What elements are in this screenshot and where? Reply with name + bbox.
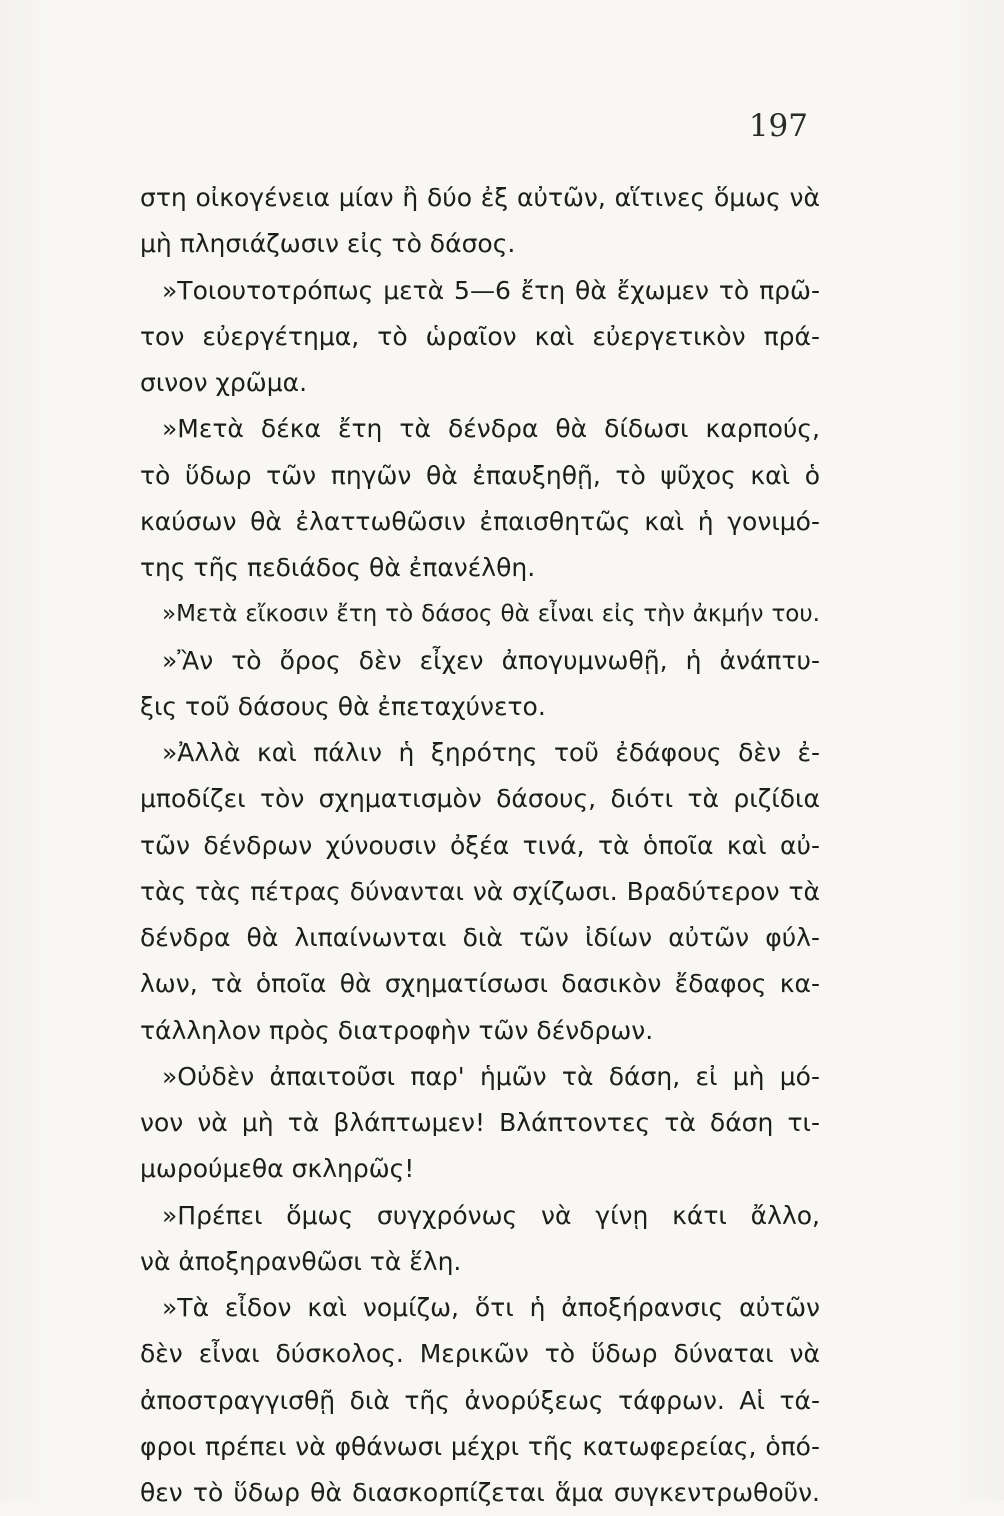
text-line: »Ἀλλὰ καὶ πάλιν ἡ ξηρότης τοῦ ἐδάφους δὲν ἐ-	[162, 738, 820, 767]
text-line: λων, τὰ ὁποῖα θὰ σχηματίσωσι δασικὸν ἔδαφος κα-	[140, 969, 820, 999]
body-text	[140, 175, 820, 1516]
text-line: »Ἂν τὸ ὄρος δὲν εἶχεν ἀπογυμνωθῇ, ἡ ἀνάπτυ-	[162, 645, 820, 675]
text-line: νον νὰ μὴ τὰ βλάπτωμεν! Βλάπτοντες τὰ δάση τι-	[140, 1108, 820, 1137]
text-line: ξις τοῦ δάσους θὰ ἐπεταχύνετο.	[140, 691, 546, 721]
text-line: καύσων θὰ ἐλαττωθῶσιν ἐπαισθητῶς καὶ ἡ γονιμό-	[140, 506, 820, 536]
text-line: »Τὰ εἶδον καὶ νομίζω, ὅτι ἡ ἀποξήρανσις αὐτῶν	[162, 1293, 820, 1322]
text-line: τον εὐεργέτημα, τὸ ὡραῖον καὶ εὐεργετικὸν πρά-	[140, 321, 820, 351]
page-number: 197	[748, 108, 808, 144]
text-line: τάλληλον πρὸς διατροφὴν τῶν δένδρων.	[140, 1015, 654, 1045]
text-line: φροι πρέπει νὰ φθάνωσι μέχρι τῆς κατωφερείας, ὁπό-	[140, 1431, 820, 1461]
text-line: ἀποστραγγισθῇ διὰ τῆς ἀνορύξεως τάφρων. Αἱ τά-	[140, 1385, 820, 1415]
text-line: της τῆς πεδιάδος θὰ ἐπανέλθη.	[140, 553, 536, 582]
text-line: μωρούμεθα σκληρῶς!	[140, 1154, 415, 1184]
text-line: »Τοιουτοτρόπως μετὰ 5—6 ἔτη θὰ ἔχωμεν τὸ πρῶ-	[162, 275, 820, 305]
text-line: στη οἰκογένεια μίαν ἢ δύο ἐξ αὐτῶν, αἵτινες ὅμως νὰ	[140, 183, 820, 212]
text-line: »Πρέπει ὅμως συγχρόνως νὰ γίνῃ κάτι ἄλλο,	[162, 1200, 820, 1230]
text-line: μὴ πλησιάζωσιν εἰς τὸ δάσος.	[140, 229, 516, 259]
text-line: δὲν εἶναι δύσκολος. Μερικῶν τὸ ὕδωρ δύναται νὰ	[140, 1339, 820, 1369]
text-line: σινον χρῶμα.	[140, 368, 308, 397]
text-line: τῶν δένδρων χύνουσιν ὀξέα τινά, τὰ ὁποῖα καὶ αὐ-	[140, 830, 820, 860]
text-line: τὰς τὰς πέτρας δύνανται νὰ σχίζωσι. Βραδύτερον τὰ	[140, 876, 820, 906]
text-line: θεν τὸ ὕδωρ θὰ διασκορπίζεται ἅμα συγκεντρωθοῦν.	[140, 1478, 820, 1507]
text-line: »Οὐδὲν ἀπαιτοῦσι παρ' ἡμῶν τὰ δάση, εἰ μὴ μό-	[162, 1061, 820, 1091]
text-line: δένδρα θὰ λιπαίνωνται διὰ τῶν ἰδίων αὐτῶν φύλ-	[140, 923, 820, 952]
text-line: »Μετὰ εἴκοσιν ἔτη τὸ δάσος θὰ εἶναι εἰς τὴν ἀκμήν του.	[162, 601, 820, 628]
text-line: »Μετὰ δέκα ἔτη τὰ δένδρα θὰ δίδωσι καρπούς,	[162, 414, 820, 444]
text-line: τὸ ὕδωρ τῶν πηγῶν θὰ ἐπαυξηθῇ, τὸ ψῦχος καὶ ὁ	[140, 460, 820, 490]
text-line: νὰ ἀποξηρανθῶσι τὰ ἕλη.	[140, 1246, 462, 1276]
text-line: μποδίζει τὸν σχηματισμὸν δάσους, διότι τὰ ριζίδια	[140, 784, 820, 814]
